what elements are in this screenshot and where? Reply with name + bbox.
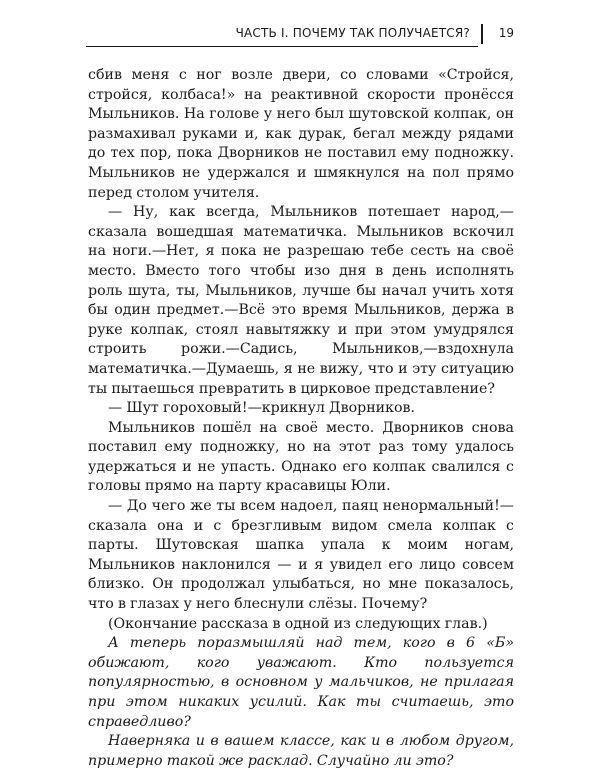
paragraph-story-continuation: сбив меня с ног возле двери, со словами «Стройся, стройся, колбаса!» на реактивной скорости пронёсся Мыльников. На голове у него был шутовской колпак, он размахивал руками и, как дурак, бегал между рядами до тех пор, пока Дворников не поставил ему подножку. Мыльников не удержался и шмякнулся на пол прямо перед столом учителя. bbox=[88, 67, 514, 201]
paragraph-yulia: — До чего же ты всем надоел, паяц ненормальный!—сказала она и с брезгливым видом смела колпак с парты. Шутовская шапка упала к моим ногам, Мыльников наклонился — и я увидел его лицо совсем близко. Он продолжал улыбаться, но мне показалось, что в глазах у него блеснули слёзы. Почему? bbox=[88, 498, 514, 613]
running-head bbox=[86, 26, 514, 50]
paragraph-to-be-continued: (Окончание рассказа в одной из следующих глав.) bbox=[108, 615, 488, 632]
page-number: 19 bbox=[498, 26, 514, 40]
body-text bbox=[88, 66, 514, 771]
paragraph-trip: Мыльников пошёл на своё место. Дворников снова поставил ему подножку, но на этот раз тому удалось удержаться и не упасть. Однако его колпак свалился с головы прямо на парту красавицы Юли. bbox=[88, 419, 514, 495]
header-rule bbox=[86, 46, 478, 47]
header-divider bbox=[481, 24, 483, 44]
paragraph-shout: — Шут гороховый!—крикнул Дворников. bbox=[108, 400, 416, 417]
paragraph-question-1: А теперь поразмышляй над тем, кого в 6 «Б» обижают, кого уважают. Кто пользуется популярностью, в основном у мальчиков, не прилагая при этом никаких усилий. Как ты считаешь, это справедливо? bbox=[88, 635, 514, 730]
running-title: ЧАСТЬ I. ПОЧЕМУ ТАК ПОЛУЧАЕТСЯ? bbox=[235, 26, 470, 40]
paragraph-math-teacher: — Ну, как всегда, Мыльников потешает народ,—сказала вошедшая математичка. Мыльников вскочил на ноги.—Нет, я пока не разрешаю тебе сесть на своё место. Вместо того чтобы изо дня в день исполнять роль шута, ты, Мыльников, лучше бы начал учить хотя бы один предмет.—Всё это время Мыльников, держа в руке колпак, стоял навытяжку и при этом умудрялся строить рожи.—Садись, Мыльников,—вздохнула математичка.—Думаешь, я не вижу, что и эту ситуацию ты пытаешься превратить в цирковое представление? bbox=[88, 204, 514, 397]
paragraph-question-2: Наверняка и в вашем классе, как и в любом другом, примерно такой же расклад. Случайно ли это? bbox=[88, 733, 514, 769]
